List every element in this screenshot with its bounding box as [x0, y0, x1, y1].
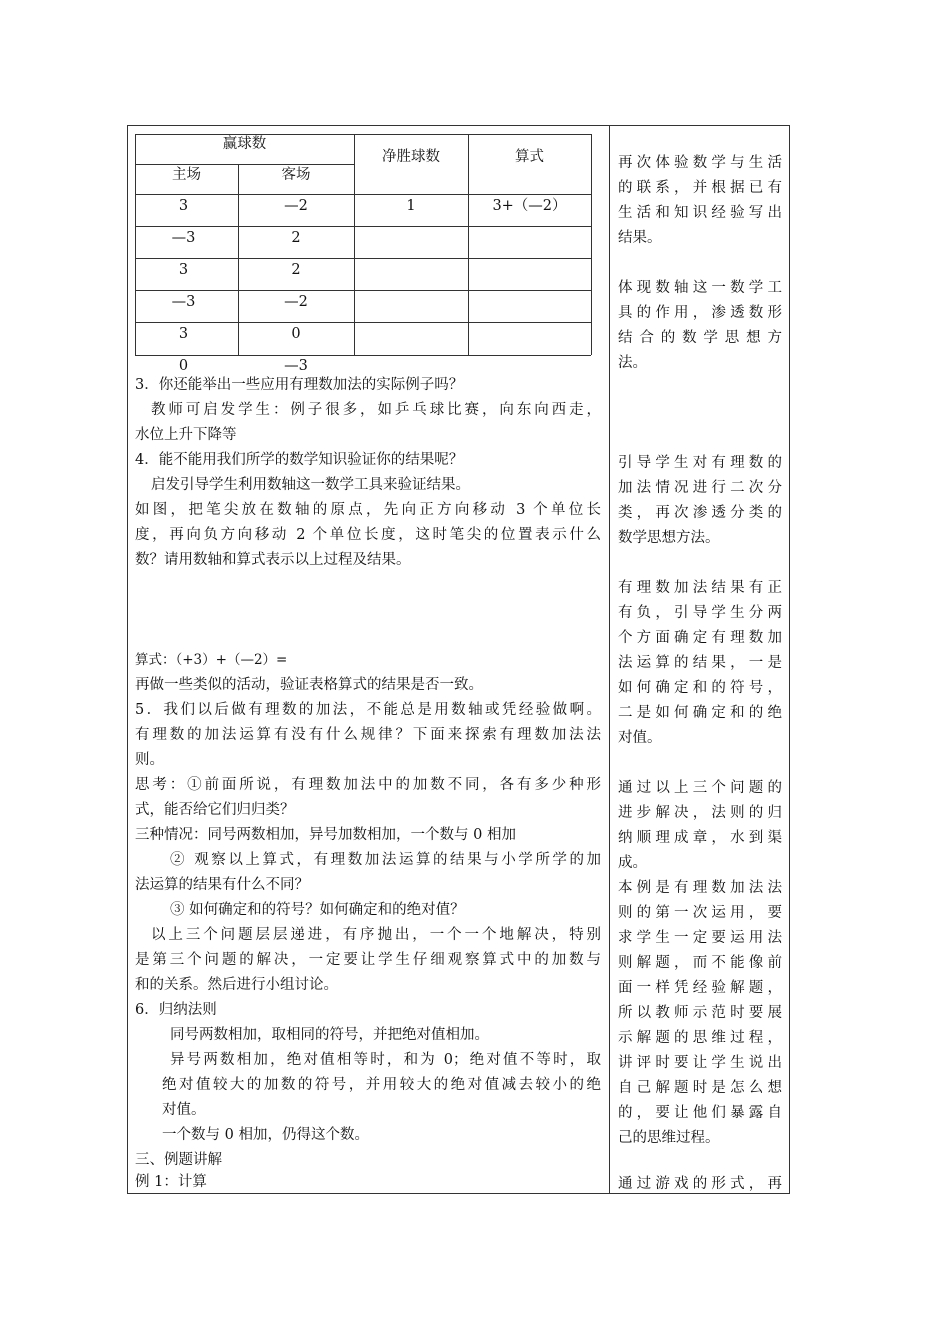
header-win-goals: 赢球数 — [222, 136, 267, 152]
text-line: 是第三个问题的解决，一定要让学生仔细观察算式中的加数与 — [135, 952, 601, 968]
text-line: 异号两数相加，绝对值相等时，和为 0；绝对值不等时，取 — [170, 1052, 601, 1068]
note-line: 通过以上三个问题的 — [618, 780, 782, 796]
text-line: 对值。 — [162, 1102, 206, 1118]
table-cell: 1 — [406, 198, 416, 214]
note-line: 己的思维过程。 — [618, 1130, 720, 1146]
table-cell: 3+（—2） — [492, 198, 567, 214]
note-line: 数学思想方法。 — [618, 530, 720, 546]
text-line: 度，再向负方向移动 2 个单位长度，这时笔尖的位置表示什么 — [135, 527, 601, 543]
table-cell: 0 — [291, 326, 301, 342]
note-line: 讲评时要让学生说出 — [618, 1055, 782, 1071]
note-line: 示解题的思维过程， — [618, 1030, 782, 1046]
table-cell: —3 — [171, 230, 196, 246]
note-line: 法运算的结果，一是 — [618, 655, 782, 671]
text-line: 三、例题讲解 — [135, 1152, 222, 1168]
text-line: 则。 — [135, 752, 164, 768]
note-line: 对值。 — [618, 730, 662, 746]
table-cell: —2 — [284, 294, 308, 310]
table-cell: 3 — [178, 198, 189, 214]
text-line: 教师可启发学生：例子很多，如乒乓球比赛，向东向西走， — [151, 402, 601, 418]
note-line: 通过游戏的形式，再 — [618, 1176, 782, 1192]
header-formula: 算式 — [515, 149, 544, 165]
table-cell: 3 — [178, 326, 189, 342]
note-line: 有负，引导学生分两 — [618, 605, 782, 621]
table-cell: 0 — [178, 358, 189, 374]
note-line: 结合的数学思想方 — [618, 330, 782, 346]
text-line: ② 观察以上算式，有理数加法运算的结果与小学所学的加 — [170, 852, 601, 868]
note-line: 法。 — [618, 355, 647, 371]
table-cell: —3 — [171, 294, 196, 310]
note-line: 加法情况进行二次分 — [618, 480, 782, 496]
note-line: 类，再次渗透分类的 — [618, 505, 782, 521]
text-line: 绝对值较大的加数的符号，并用较大的绝对值减去较小的绝 — [162, 1077, 601, 1093]
text-line: 数？请用数轴和算式表示以上过程及结果。 — [135, 552, 411, 568]
text-line: 一个数与 0 相加，仍得这个数。 — [162, 1127, 369, 1143]
note-line: 求学生一定要运用法 — [618, 930, 782, 946]
note-line: 体现数轴这一数学工 — [618, 280, 782, 296]
note-line: 如何确定和的符号， — [618, 680, 782, 696]
note-line: 则的第一次运用，要 — [618, 905, 782, 921]
text-line: 例 1：计算 — [135, 1174, 207, 1190]
note-line: 进步解决，法则的归 — [618, 805, 782, 821]
note-line: 的联系，并根据已有 — [618, 180, 782, 196]
text-line: 有理数的加法运算有没有什么规律？下面来探索有理数加法法 — [135, 727, 601, 743]
text-line: 如图，把笔尖放在数轴的原点，先向正方向移动 3 个单位长 — [135, 502, 601, 518]
table-cell: —2 — [284, 198, 308, 214]
note-line: 具的作用，渗透数形 — [618, 305, 782, 321]
note-line: 的，要让他们暴露自 — [618, 1105, 782, 1121]
column-divider — [609, 125, 610, 1194]
note-line: 结果。 — [618, 230, 662, 246]
note-line: 面一样凭经验解题， — [618, 980, 782, 996]
text-line: 和的关系。然后进行小组讨论。 — [135, 977, 338, 993]
note-line: 纳顺理成章，水到渠 — [618, 830, 782, 846]
text-line: 法运算的结果有什么不同？ — [135, 877, 309, 893]
table-cell: 2 — [291, 230, 301, 246]
text-line: 3．你还能举出一些应用有理数加法的实际例子吗？ — [135, 377, 464, 393]
note-line: 自己解题时是怎么想 — [618, 1080, 782, 1096]
text-line: 启发引导学生利用数轴这一数学工具来验证结果。 — [151, 477, 470, 493]
table-cell: 3 — [178, 262, 189, 278]
note-line: 所以教师示范时要展 — [618, 1005, 782, 1021]
note-line: 再次体验数学与生活 — [618, 155, 782, 171]
header-away: 客场 — [281, 167, 311, 183]
text-line: 4．能不能用我们所学的数学知识验证你的结果呢？ — [135, 452, 464, 468]
text-line: 5．我们以后做有理数的加法，不能总是用数轴或凭经验做啊。 — [135, 702, 601, 718]
note-line: 个方面确定有理数加 — [618, 630, 782, 646]
note-line: 二是如何确定和的绝 — [618, 705, 782, 721]
text-line: 三种情况：同号两数相加，异号加数相加，一个数与 0 相加 — [135, 827, 516, 843]
text-line: 思考：①前面所说，有理数加法中的加数不同，各有多少种形 — [135, 777, 601, 793]
note-line: 则解题，而不能像前 — [618, 955, 782, 971]
text-line: 同号两数相加，取相同的符号，并把绝对值相加。 — [170, 1027, 489, 1043]
note-line: 有理数加法结果有正 — [618, 580, 782, 596]
note-line: 本例是有理数加法法 — [618, 880, 782, 896]
header-home: 主场 — [172, 167, 201, 183]
note-line: 成。 — [618, 855, 647, 871]
text-line: 算式：（+3）+（—2）= — [135, 652, 288, 668]
text-line: 6．归纳法则 — [135, 1002, 217, 1018]
text-line: 再做一些类似的活动，验证表格算式的结果是否一致。 — [135, 677, 483, 693]
note-line: 引导学生对有理数的 — [618, 455, 782, 471]
table-cell: —3 — [284, 358, 308, 374]
text-line: ③ 如何确定和的符号？如何确定和的绝对值？ — [170, 902, 465, 918]
text-line: 式，能否给它们归归类？ — [135, 802, 295, 818]
table-cell: 2 — [291, 262, 301, 278]
text-line: 以上三个问题层层递进，有序抛出，一个一个地解决，特别 — [151, 927, 601, 943]
note-line: 生活和知识经验写出 — [618, 205, 782, 221]
text-line: 水位上升下降等 — [135, 427, 237, 443]
header-net: 净胜球数 — [382, 149, 440, 165]
